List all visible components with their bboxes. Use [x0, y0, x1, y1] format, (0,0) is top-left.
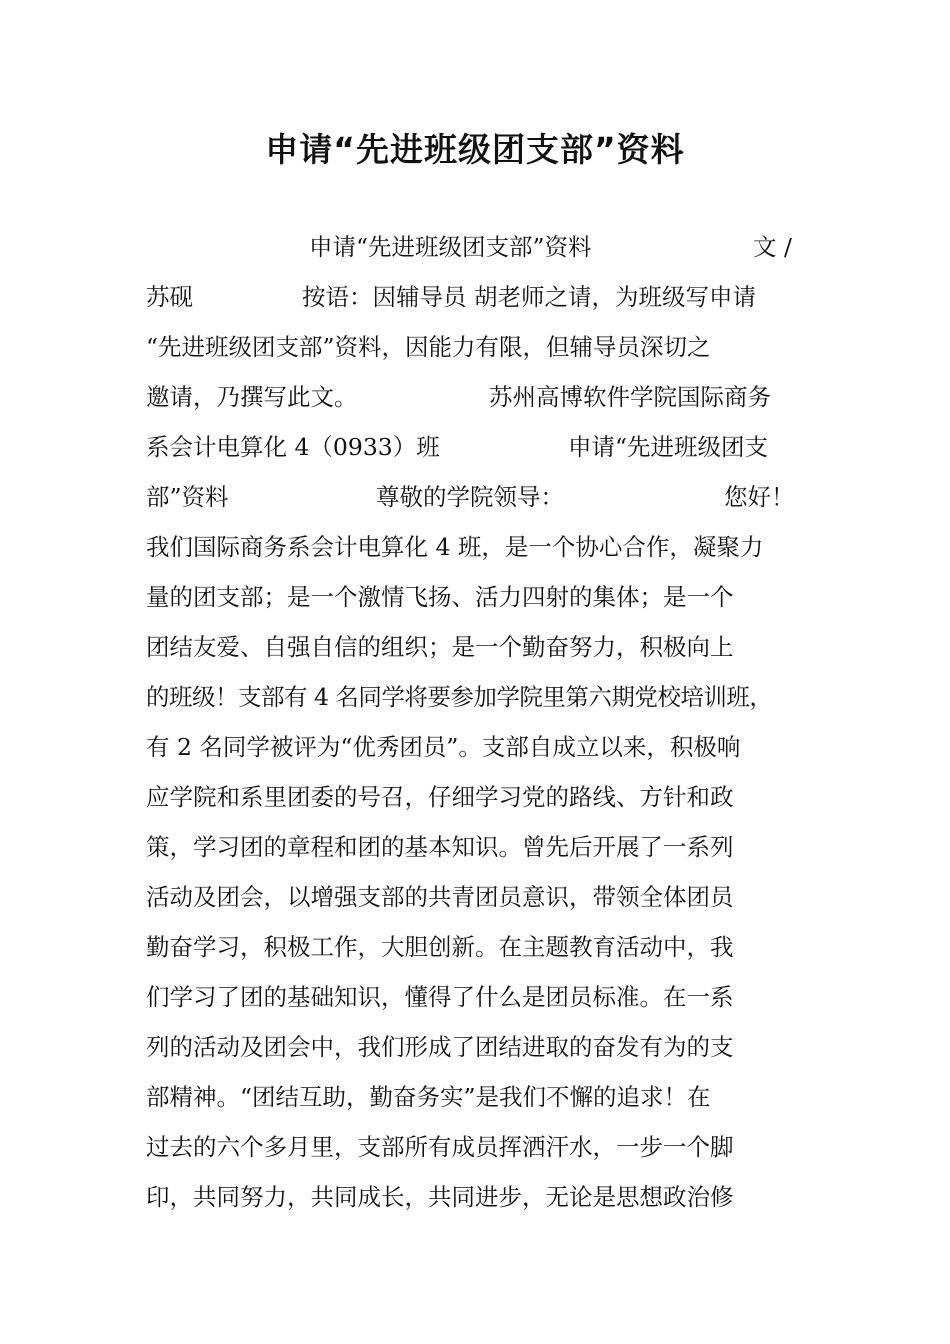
line-segment: 团结友爱、自强自信的组织；是一个勤奋努力，积极向上 [146, 633, 734, 661]
body-line-4 [146, 372, 816, 422]
body-line-3 [146, 322, 816, 372]
line-segment: 部精神。“团结互助，勤奋务实”是我们不懈的追求！在 [146, 1083, 711, 1111]
body-line-9 [146, 622, 816, 672]
body-line-12 [146, 772, 816, 822]
line-segment: 们学习了团的基础知识，懂得了什么是团员标准。在一系 [146, 983, 734, 1011]
body-line-13 [146, 822, 816, 872]
body-line-20 [146, 1172, 816, 1222]
body-line-6 [146, 472, 816, 522]
line-segment: 策，学习团的章程和团的基本知识。曾先后开展了一系列 [146, 833, 734, 861]
body-line-11 [146, 722, 816, 772]
body-line-17 [146, 1022, 816, 1072]
document-title: 申请“先进班级团支部”资料 [265, 130, 685, 169]
line-segment: 申请“先进班级团支部”资料 [309, 233, 592, 261]
body-line-2 [146, 272, 816, 322]
body-line-10 [146, 672, 816, 722]
body-line-8 [146, 572, 816, 622]
line-segment: 苏州高博软件学院国际商务 [489, 383, 771, 411]
line-segment: 邀请，乃撰写此文。 [146, 383, 358, 411]
body-line-14 [146, 872, 816, 922]
line-segment: “先进班级团支部”资料，因能力有限，但辅导员深切之 [146, 333, 711, 361]
body-line-19 [146, 1122, 816, 1172]
line-segment: 您好！ [724, 483, 795, 511]
line-segment: 量的团支部；是一个激情飞扬、活力四射的集体；是一个 [146, 583, 734, 611]
line-segment: 应学院和系里团委的号召，仔细学习党的路线、方针和政 [146, 783, 734, 811]
line-segment: 苏砚 [146, 283, 193, 311]
line-segment: 印，共同努力，共同成长，共同进步，无论是思想政治修 [146, 1183, 734, 1211]
body-line-1 [146, 222, 816, 272]
body-line-18 [146, 1072, 816, 1122]
line-segment: 文 / [753, 233, 792, 261]
body-line-16 [146, 972, 816, 1022]
line-segment: 系会计电算化 4（0933）班 [146, 433, 440, 461]
line-segment: 过去的六个多月里，支部所有成员挥洒汗水，一步一个脚 [146, 1133, 734, 1161]
line-segment: 列的活动及团会中，我们形成了团结进取的奋发有为的支 [146, 1033, 734, 1061]
line-segment: 我们国际商务系会计电算化 4 班，是一个协心合作，凝聚力 [146, 533, 764, 561]
line-segment: 活动及团会，以增强支部的共青团员意识，带领全体团员 [146, 883, 734, 911]
line-segment: 勤奋学习，积极工作，大胆创新。在主题教育活动中，我 [146, 933, 734, 961]
body-line-15 [146, 922, 816, 972]
line-segment: 尊敬的学院领导： [376, 483, 564, 511]
line-segment: 有 2 名同学被评为“优秀团员”。支部自成立以来，积极响 [146, 733, 741, 761]
body-line-5 [146, 422, 816, 472]
line-segment: 部”资料 [146, 483, 229, 511]
line-segment: 按语：因辅导员 胡老师之请，为班级写申请 [302, 283, 756, 311]
body-line-7 [146, 522, 816, 572]
line-segment: 申请“先进班级团支 [568, 433, 769, 461]
line-segment: 的班级！支部有 4 名同学将要参加学院里第六期党校培训班， [146, 683, 773, 711]
